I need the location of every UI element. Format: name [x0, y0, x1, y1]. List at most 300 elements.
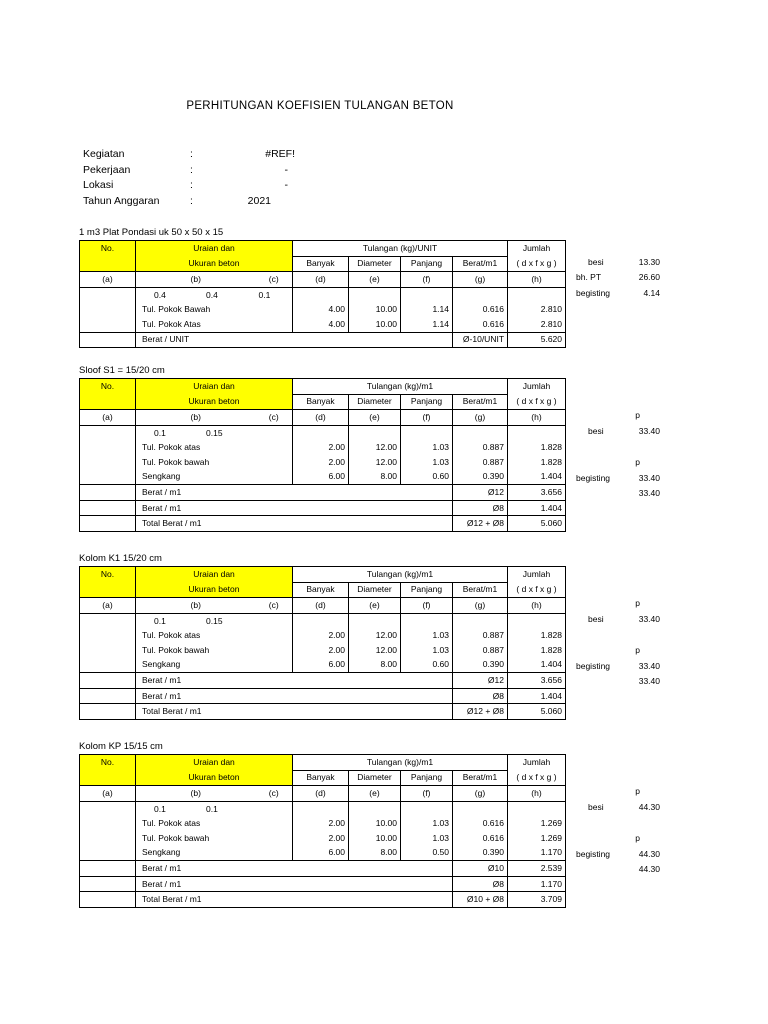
- side-label: besi: [588, 425, 604, 436]
- total-value: 3.656: [508, 673, 566, 689]
- row-diameter: 10.00: [349, 302, 401, 317]
- total-value: 5.060: [508, 704, 566, 720]
- header-panjang: Panjang: [401, 256, 453, 272]
- row-banyak: 6.00: [293, 658, 349, 673]
- total-value: 1.170: [508, 876, 566, 892]
- col-letter: (h): [508, 410, 566, 426]
- no-cell: [80, 673, 136, 689]
- header-tulangan: Tulangan (kg)/UNIT: [293, 241, 508, 257]
- row-name: Sengkang: [136, 470, 256, 485]
- col-letter: (g): [453, 786, 508, 802]
- side-value: p: [635, 833, 640, 843]
- col-letter: (c): [256, 786, 293, 802]
- no-cell: [80, 613, 136, 628]
- col-letter: (d): [293, 786, 349, 802]
- dim-value: 0.1: [154, 803, 166, 814]
- side-value: 13.30: [638, 256, 660, 267]
- total-label: Berat / m1: [136, 673, 453, 689]
- col-letter: (g): [453, 410, 508, 426]
- col-letter: (a): [80, 786, 136, 802]
- header-jumlah: Jumlah: [508, 755, 566, 771]
- row-panjang: 1.03: [401, 440, 453, 455]
- row-berat: 0.390: [453, 846, 508, 861]
- row-name: Sengkang: [136, 846, 256, 861]
- col-letter: (c): [256, 598, 293, 614]
- col-letter: (f): [401, 272, 453, 288]
- empty-cell: [401, 287, 453, 302]
- empty-cell: [256, 302, 293, 317]
- dim-value: 0.1: [256, 287, 293, 302]
- total-value: 3.656: [508, 485, 566, 501]
- side-value: 44.30: [638, 848, 660, 859]
- empty-cell: [508, 613, 566, 628]
- empty-cell: [256, 317, 293, 332]
- total-value: 1.404: [508, 688, 566, 704]
- info-colon: :: [190, 179, 193, 191]
- header-diameter: Diameter: [349, 770, 401, 786]
- row-banyak: 2.00: [293, 643, 349, 658]
- header-berat: Berat/m1: [453, 394, 508, 410]
- total-label: Berat / m1: [136, 688, 453, 704]
- no-cell: [80, 704, 136, 720]
- total-row: [80, 485, 566, 501]
- header-panjang: Panjang: [401, 394, 453, 410]
- header-berat: Berat/m1: [453, 770, 508, 786]
- no-cell: [80, 302, 136, 317]
- header-no: No.: [80, 241, 136, 257]
- empty-cell: [293, 801, 349, 816]
- row-diameter: 10.00: [349, 831, 401, 846]
- total-value: 5.620: [508, 332, 566, 348]
- col-letter: (h): [508, 598, 566, 614]
- table-row: [80, 440, 566, 455]
- row-banyak: 2.00: [293, 455, 349, 470]
- header-tulangan: Tulangan (kg)/m1: [293, 567, 508, 583]
- row-panjang: 1.14: [401, 317, 453, 332]
- side-value: p: [635, 410, 640, 421]
- row-banyak: 2.00: [293, 816, 349, 831]
- row-panjang: 1.03: [401, 831, 453, 846]
- row-name: Tul. Pokok atas: [136, 440, 256, 455]
- header-ukuran: Ukuran beton: [136, 770, 293, 786]
- empty-cell: [256, 628, 293, 643]
- info-row-lokasi: [83, 179, 323, 195]
- empty-cell: [453, 287, 508, 302]
- table-row: [80, 816, 566, 831]
- no-cell: [80, 425, 136, 440]
- row-diameter: 10.00: [349, 317, 401, 332]
- row-jumlah: 1.404: [508, 470, 566, 485]
- side-label: begisting: [576, 660, 611, 671]
- total-diameter: Ø8: [453, 688, 508, 704]
- section-title: 1 m3 Plat Pondasi uk 50 x 50 x 15: [79, 227, 224, 238]
- header-jumlah: Jumlah: [508, 241, 566, 257]
- row-diameter: 12.00: [349, 455, 401, 470]
- no-cell: [80, 688, 136, 704]
- header-jumlah-formula: ( d x f x g ): [508, 770, 566, 786]
- row-jumlah: 2.810: [508, 317, 566, 332]
- total-value: 1.404: [508, 500, 566, 516]
- total-row: [80, 688, 566, 704]
- col-letter: (d): [293, 410, 349, 426]
- row-berat: 0.887: [453, 643, 508, 658]
- side-value: 33.40: [638, 488, 660, 499]
- empty-cell: [508, 801, 566, 816]
- row-banyak: 6.00: [293, 846, 349, 861]
- table-row: [80, 302, 566, 317]
- dims-cell: [136, 613, 256, 628]
- row-diameter: 12.00: [349, 643, 401, 658]
- dim-value: [256, 425, 293, 440]
- total-value: 2.539: [508, 861, 566, 877]
- col-letter: (d): [293, 272, 349, 288]
- col-letter: (a): [80, 410, 136, 426]
- header-tulangan: Tulangan (kg)/m1: [293, 379, 508, 395]
- total-row: [80, 892, 566, 908]
- dim-value: 0.4: [154, 289, 166, 300]
- header-panjang: Panjang: [401, 770, 453, 786]
- table-row: [80, 455, 566, 470]
- side-label: begisting: [576, 287, 611, 298]
- row-berat: 0.616: [453, 317, 508, 332]
- header-banyak: Banyak: [293, 770, 349, 786]
- empty-cell: [401, 425, 453, 440]
- no-cell: [80, 831, 136, 846]
- no-cell: [80, 332, 136, 348]
- side-value: p: [635, 786, 640, 797]
- table-row: [80, 643, 566, 658]
- project-info: [83, 148, 323, 210]
- info-row-pekerjaan: [83, 164, 323, 180]
- info-label: Tahun Anggaran: [83, 194, 160, 207]
- section-title: Sloof S1 = 15/20 cm: [79, 365, 165, 376]
- dim-value: [256, 613, 293, 628]
- total-row: [80, 516, 566, 532]
- header-jumlah-formula: ( d x f x g ): [508, 256, 566, 272]
- table-row: [80, 831, 566, 846]
- row-berat: 0.390: [453, 470, 508, 485]
- header-no-cont: [80, 770, 136, 786]
- total-diameter: Ø12 + Ø8: [453, 704, 508, 720]
- row-name: Tul. Pokok Atas: [136, 317, 256, 332]
- total-diameter: Ø8: [453, 500, 508, 516]
- empty-cell: [453, 613, 508, 628]
- col-letter: (e): [349, 272, 401, 288]
- total-value: 5.060: [508, 516, 566, 532]
- row-name: Tul. Pokok bawah: [136, 643, 256, 658]
- row-panjang: 1.14: [401, 302, 453, 317]
- row-jumlah: 1.269: [508, 816, 566, 831]
- col-letter: (f): [401, 410, 453, 426]
- side-value: 33.40: [638, 676, 660, 687]
- row-banyak: 6.00: [293, 470, 349, 485]
- col-letter: (h): [508, 786, 566, 802]
- total-row: [80, 704, 566, 720]
- info-label: Pekerjaan: [83, 163, 131, 176]
- no-cell: [80, 846, 136, 861]
- header-jumlah-formula: ( d x f x g ): [508, 394, 566, 410]
- empty-cell: [256, 846, 293, 861]
- col-letter: (e): [349, 598, 401, 614]
- empty-cell: [293, 613, 349, 628]
- row-panjang: 0.50: [401, 846, 453, 861]
- empty-cell: [293, 425, 349, 440]
- side-value: p: [635, 645, 640, 655]
- col-letter: (d): [293, 598, 349, 614]
- info-value: #REF!: [265, 148, 295, 160]
- empty-cell: [453, 801, 508, 816]
- side-label: besi: [588, 801, 604, 812]
- calc-table: [79, 566, 566, 720]
- row-name: Tul. Pokok atas: [136, 816, 256, 831]
- dims-cell: [136, 425, 256, 440]
- side-value: 33.40: [638, 660, 660, 671]
- no-cell: [80, 876, 136, 892]
- dims-cell: [136, 801, 256, 816]
- row-name: Tul. Pokok bawah: [136, 455, 256, 470]
- row-berat: 0.887: [453, 628, 508, 643]
- total-diameter: Ø-10/UNIT: [453, 332, 508, 348]
- header-jumlah: Jumlah: [508, 567, 566, 583]
- header-diameter: Diameter: [349, 256, 401, 272]
- no-cell: [80, 485, 136, 501]
- header-berat: Berat/m1: [453, 256, 508, 272]
- empty-cell: [349, 801, 401, 816]
- row-panjang: 1.03: [401, 643, 453, 658]
- col-letter: (c): [256, 410, 293, 426]
- header-ukuran: Ukuran beton: [136, 256, 293, 272]
- row-diameter: 8.00: [349, 470, 401, 485]
- empty-cell: [349, 287, 401, 302]
- side-label: bh. PT: [576, 272, 602, 283]
- header-berat: Berat/m1: [453, 582, 508, 598]
- empty-cell: [508, 287, 566, 302]
- header-diameter: Diameter: [349, 394, 401, 410]
- table-row: [80, 628, 566, 643]
- header-diameter: Diameter: [349, 582, 401, 598]
- info-value: 2021: [247, 194, 271, 207]
- empty-cell: [256, 816, 293, 831]
- row-name: Tul. Pokok atas: [136, 628, 256, 643]
- table-row: [80, 846, 566, 861]
- header-panjang: Panjang: [401, 582, 453, 598]
- row-jumlah: 1.828: [508, 628, 566, 643]
- col-letter: (b): [136, 786, 256, 802]
- header-banyak: Banyak: [293, 256, 349, 272]
- empty-cell: [508, 425, 566, 440]
- info-colon: :: [190, 194, 193, 207]
- dim-value: [256, 801, 293, 816]
- total-value: 3.709: [508, 892, 566, 908]
- col-letter: (a): [80, 598, 136, 614]
- row-banyak: 4.00: [293, 302, 349, 317]
- side-value: p: [635, 598, 640, 609]
- section-title: Kolom KP 15/15 cm: [79, 741, 163, 752]
- info-label: Lokasi: [83, 179, 114, 191]
- row-banyak: 2.00: [293, 440, 349, 455]
- header-uraian: Uraian dan: [136, 241, 293, 257]
- row-jumlah: 1.404: [508, 658, 566, 673]
- empty-cell: [256, 455, 293, 470]
- side-value: 4.14: [643, 287, 660, 298]
- dim-value: 0.15: [206, 427, 223, 438]
- row-diameter: 8.00: [349, 846, 401, 861]
- no-cell: [80, 455, 136, 470]
- no-cell: [80, 440, 136, 455]
- col-letter: (b): [136, 410, 256, 426]
- no-cell: [80, 628, 136, 643]
- row-berat: 0.887: [453, 440, 508, 455]
- no-cell: [80, 861, 136, 877]
- col-letter: (g): [453, 598, 508, 614]
- col-letter: (c): [256, 272, 293, 288]
- header-banyak: Banyak: [293, 394, 349, 410]
- dim-value: 0.1: [154, 615, 166, 626]
- total-row: [80, 876, 566, 892]
- total-row: [80, 673, 566, 689]
- row-banyak: 2.00: [293, 628, 349, 643]
- header-uraian: Uraian dan: [136, 755, 293, 771]
- total-label: Berat / UNIT: [136, 332, 453, 348]
- no-cell: [80, 500, 136, 516]
- no-cell: [80, 801, 136, 816]
- empty-cell: [256, 470, 293, 485]
- info-row-kegiatan: [83, 148, 323, 164]
- row-name: Tul. Pokok Bawah: [136, 302, 256, 317]
- side-label: begisting: [576, 848, 611, 859]
- col-letter: (f): [401, 786, 453, 802]
- row-panjang: 0.60: [401, 658, 453, 673]
- total-label: Total Berat / m1: [136, 704, 453, 720]
- row-diameter: 12.00: [349, 440, 401, 455]
- section-title: Kolom K1 15/20 cm: [79, 553, 162, 564]
- total-label: Total Berat / m1: [136, 516, 453, 532]
- row-diameter: 12.00: [349, 628, 401, 643]
- table-row: [80, 317, 566, 332]
- no-cell: [80, 816, 136, 831]
- no-cell: [80, 643, 136, 658]
- empty-cell: [453, 425, 508, 440]
- header-ukuran: Ukuran beton: [136, 394, 293, 410]
- col-letter: (f): [401, 598, 453, 614]
- info-colon: :: [190, 163, 193, 176]
- col-letter: (b): [136, 272, 256, 288]
- no-cell: [80, 516, 136, 532]
- side-label: begisting: [576, 472, 611, 483]
- empty-cell: [401, 613, 453, 628]
- side-value: p: [635, 457, 640, 467]
- total-row: [80, 332, 566, 348]
- side-value: 33.40: [638, 613, 660, 624]
- no-cell: [80, 287, 136, 302]
- empty-cell: [349, 425, 401, 440]
- total-diameter: Ø10 + Ø8: [453, 892, 508, 908]
- total-label: Total Berat / m1: [136, 892, 453, 908]
- header-no: No.: [80, 379, 136, 395]
- empty-cell: [401, 801, 453, 816]
- row-panjang: 1.03: [401, 816, 453, 831]
- empty-cell: [256, 643, 293, 658]
- row-berat: 0.616: [453, 302, 508, 317]
- header-uraian: Uraian dan: [136, 379, 293, 395]
- total-row: [80, 861, 566, 877]
- info-colon: :: [190, 148, 193, 160]
- row-panjang: 1.03: [401, 455, 453, 470]
- empty-cell: [256, 831, 293, 846]
- row-panjang: 1.03: [401, 628, 453, 643]
- row-jumlah: 1.170: [508, 846, 566, 861]
- row-berat: 0.390: [453, 658, 508, 673]
- table-row: [80, 470, 566, 485]
- row-jumlah: 1.269: [508, 831, 566, 846]
- col-letter: (h): [508, 272, 566, 288]
- row-jumlah: 2.810: [508, 302, 566, 317]
- side-value: 44.30: [638, 801, 660, 812]
- row-name: Sengkang: [136, 658, 256, 673]
- header-jumlah: Jumlah: [508, 379, 566, 395]
- header-uraian: Uraian dan: [136, 567, 293, 583]
- empty-cell: [256, 658, 293, 673]
- calc-table: [79, 240, 566, 348]
- row-berat: 0.616: [453, 831, 508, 846]
- total-diameter: Ø12 + Ø8: [453, 516, 508, 532]
- no-cell: [80, 317, 136, 332]
- total-label: Berat / m1: [136, 876, 453, 892]
- dim-value: 0.1: [206, 803, 218, 814]
- header-no: No.: [80, 755, 136, 771]
- total-diameter: Ø12: [453, 485, 508, 501]
- total-row: [80, 500, 566, 516]
- row-berat: 0.616: [453, 816, 508, 831]
- empty-cell: [349, 613, 401, 628]
- side-label: besi: [588, 256, 604, 267]
- info-value: -: [284, 179, 288, 191]
- row-banyak: 2.00: [293, 831, 349, 846]
- dim-value: 0.4: [206, 289, 218, 300]
- row-jumlah: 1.828: [508, 440, 566, 455]
- row-banyak: 4.00: [293, 317, 349, 332]
- no-cell: [80, 658, 136, 673]
- header-jumlah-formula: ( d x f x g ): [508, 582, 566, 598]
- no-cell: [80, 470, 136, 485]
- col-letter: (a): [80, 272, 136, 288]
- row-jumlah: 1.828: [508, 643, 566, 658]
- row-diameter: 8.00: [349, 658, 401, 673]
- info-label: Kegiatan: [83, 148, 125, 160]
- row-jumlah: 1.828: [508, 455, 566, 470]
- page-title: PERHITUNGAN KOEFISIEN TULANGAN BETON: [186, 100, 454, 112]
- header-no-cont: [80, 394, 136, 410]
- row-diameter: 10.00: [349, 816, 401, 831]
- row-panjang: 0.60: [401, 470, 453, 485]
- dim-value: 0.15: [206, 615, 223, 626]
- col-letter: (b): [136, 598, 256, 614]
- header-no-cont: [80, 256, 136, 272]
- side-label: besi: [588, 613, 604, 624]
- empty-cell: [293, 287, 349, 302]
- header-banyak: Banyak: [293, 582, 349, 598]
- dims-cell: [136, 287, 256, 302]
- total-label: Berat / m1: [136, 485, 453, 501]
- header-tulangan: Tulangan (kg)/m1: [293, 755, 508, 771]
- row-berat: 0.887: [453, 455, 508, 470]
- side-value: 33.40: [638, 472, 660, 483]
- info-value: -: [284, 163, 288, 176]
- col-letter: (e): [349, 786, 401, 802]
- header-no-cont: [80, 582, 136, 598]
- total-diameter: Ø8: [453, 876, 508, 892]
- calc-table: [79, 378, 566, 532]
